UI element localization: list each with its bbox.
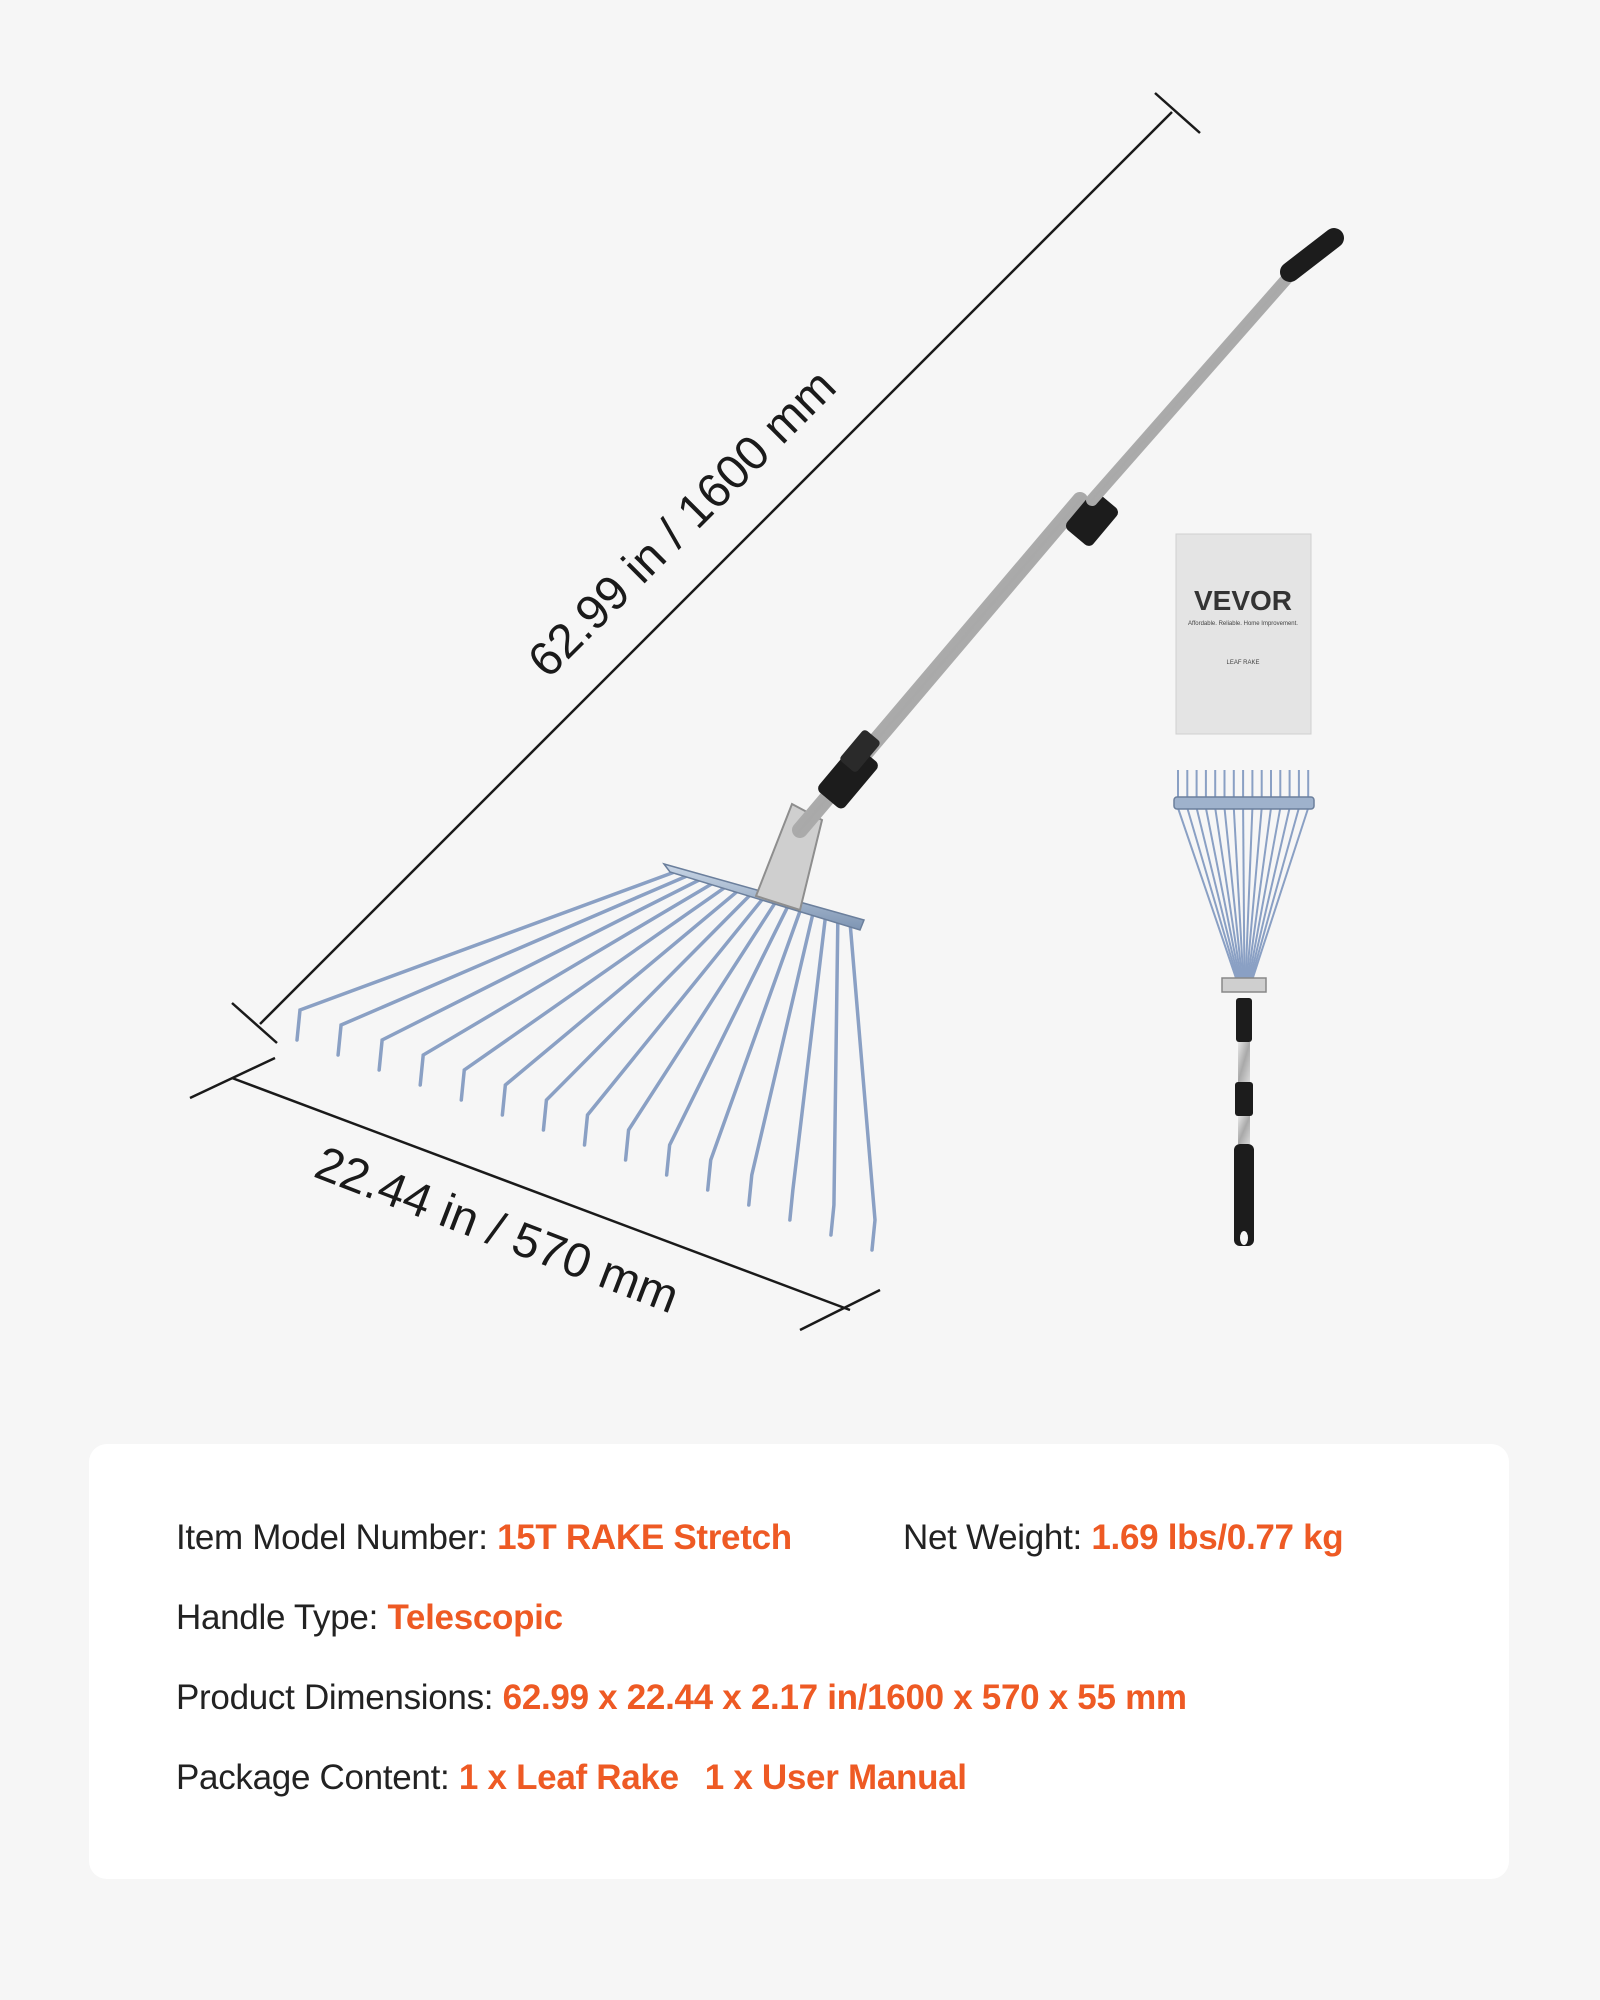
dimensions-value: 62.99 x 22.44 x 2.17 in/1600 x 570 x 55 mm bbox=[502, 1678, 1187, 1717]
manual-tagline: Affordable. Reliable. Home Improvement. bbox=[1188, 621, 1298, 627]
spec-model-row bbox=[176, 1518, 792, 1558]
package-label: Package Content: bbox=[176, 1758, 450, 1797]
user-manual-image bbox=[1176, 534, 1311, 734]
weight-label: Net Weight: bbox=[903, 1518, 1082, 1557]
package-item-rake: 1 x Leaf Rake bbox=[458, 1758, 679, 1797]
manual-title: LEAF RAKE bbox=[1226, 660, 1260, 666]
length-dimension-label: 62.99 in / 1600 mm bbox=[518, 359, 847, 688]
spec-handle-row bbox=[176, 1598, 563, 1638]
spec-card bbox=[89, 1444, 1509, 1879]
width-dimension-label: 22.44 in / 570 mm bbox=[308, 1136, 686, 1324]
handle-value: Telescopic bbox=[387, 1598, 563, 1637]
folded-rake-image bbox=[1174, 770, 1314, 1246]
rake-pole-upper bbox=[1092, 250, 1312, 500]
spec-package-row bbox=[176, 1758, 967, 1798]
weight-value: 1.69 lbs/0.77 kg bbox=[1091, 1518, 1344, 1557]
package-item-manual: 1 x User Manual bbox=[704, 1758, 967, 1797]
width-dimension-line bbox=[190, 1058, 880, 1330]
rake-grip bbox=[1290, 238, 1334, 272]
spec-weight-row bbox=[903, 1518, 1343, 1558]
spec-dimensions-row bbox=[176, 1678, 1187, 1718]
model-label: Item Model Number: bbox=[176, 1518, 488, 1557]
manual-brand-logo: VEVOR bbox=[1193, 585, 1293, 616]
dimensions-label: Product Dimensions: bbox=[176, 1678, 494, 1717]
handle-label: Handle Type: bbox=[176, 1598, 379, 1637]
length-dimension-line bbox=[232, 93, 1200, 1043]
model-value: 15T RAKE Stretch bbox=[497, 1518, 792, 1557]
